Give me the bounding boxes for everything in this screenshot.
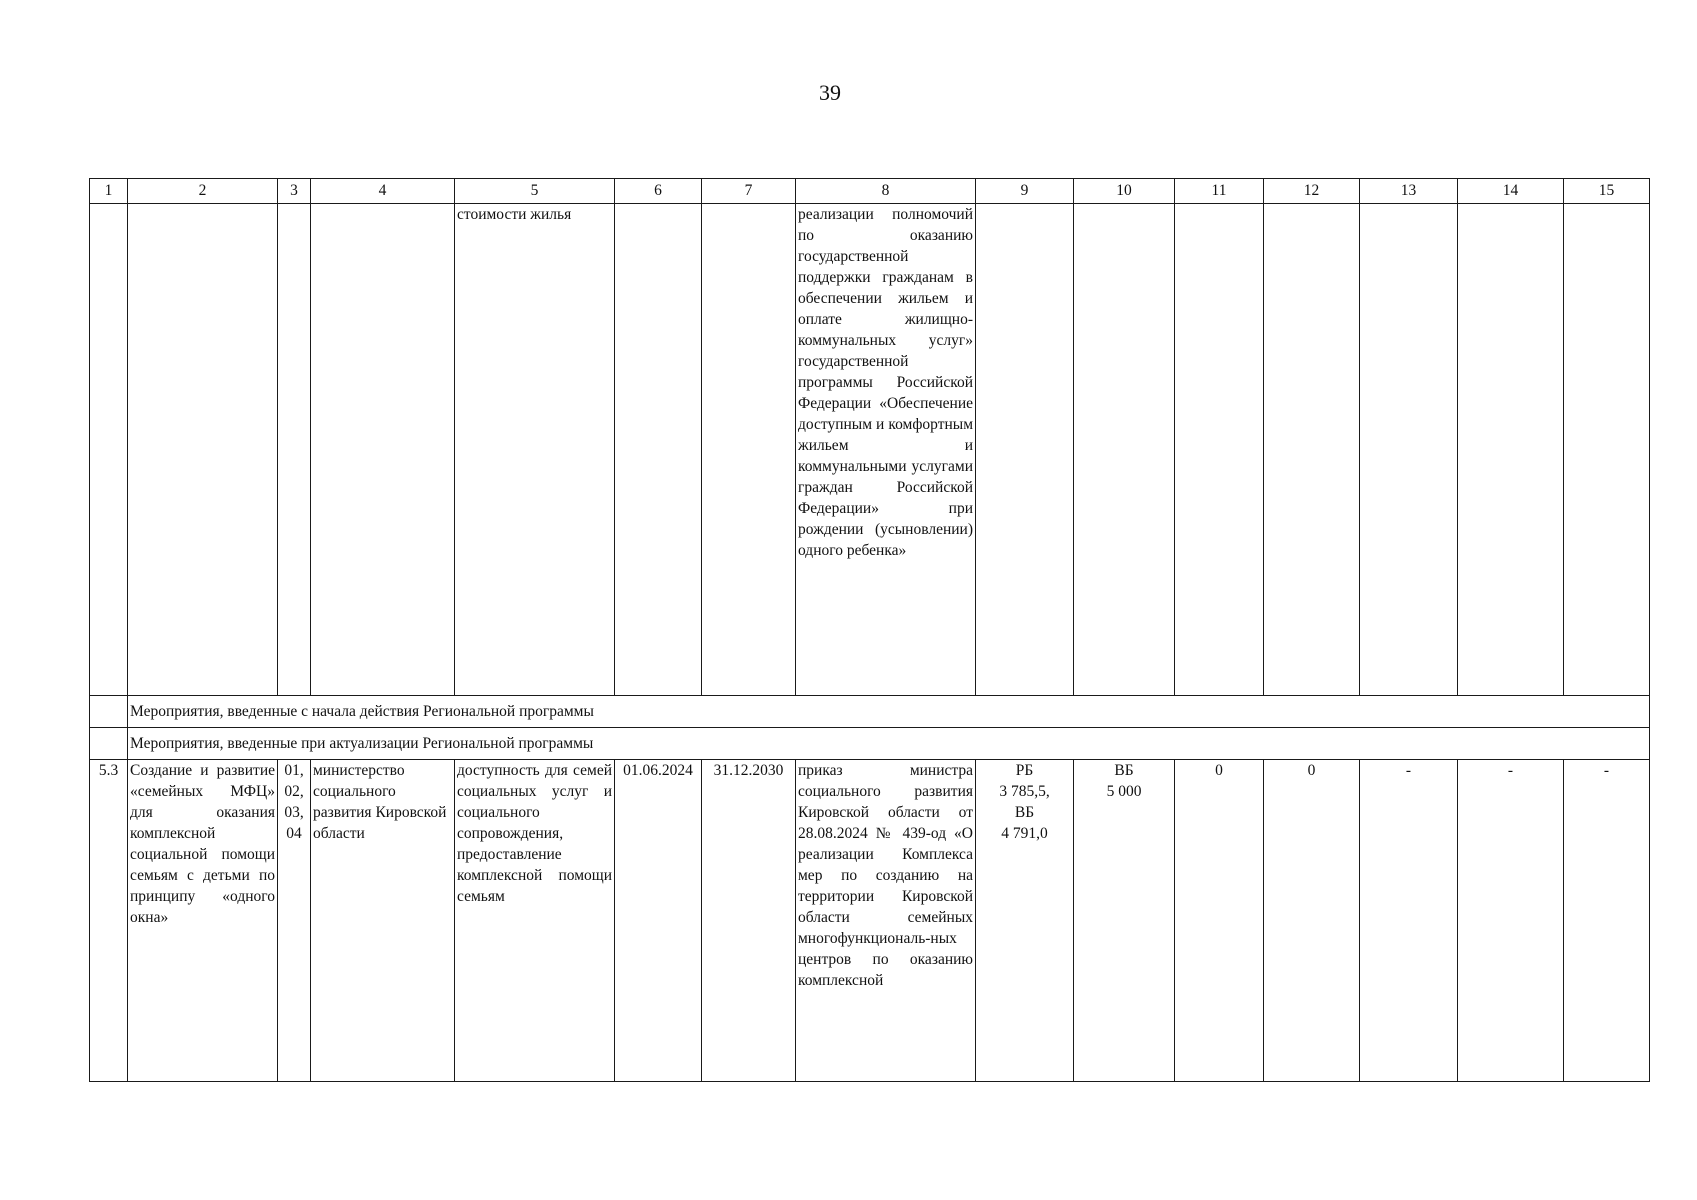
funding-line: ВБ (1114, 762, 1134, 779)
cell-value-14: - (1458, 760, 1564, 1082)
col-header: 11 (1175, 179, 1264, 204)
cell-legal-basis: приказ министра социального развития Кировской области от 28.08.2024 № 439-од «О реализации Комплекса мер по созданию на территории Кировской области семейных многофункциональ-ных центров по оказанию комплексной (796, 760, 976, 1082)
section-heading: Мероприятия, введенные при актуализации Региональной программы (128, 728, 1650, 760)
cell-empty (1564, 204, 1650, 696)
cell-value-12: 0 (1264, 760, 1360, 1082)
col-header: 3 (278, 179, 311, 204)
cell-result-continued: стоимости жилья (455, 204, 615, 696)
cell-empty (1175, 204, 1264, 696)
cell-empty (311, 204, 455, 696)
cell-value-13: - (1360, 760, 1458, 1082)
col-header: 4 (311, 179, 455, 204)
column-number-row (90, 179, 1650, 204)
cell-value-11: 0 (1175, 760, 1264, 1082)
measures-table (89, 178, 1650, 1082)
cell-funding-2 (1074, 760, 1175, 1082)
cell-empty (1264, 204, 1360, 696)
table-row-5-3 (90, 760, 1650, 1082)
cell-empty (615, 204, 702, 696)
cell-legal-basis-continued: реализации полномочий по оказанию государственной поддержки гражданам в обеспечении жильем и оплате жилищно-коммунальных услуг» государственной программы Российской Федерации «Обеспечение доступным и комфортным жильем и коммунальными услугами граждан Российской Федерации» при рождении (усыновлении) одного ребенка» (796, 204, 976, 696)
cell-executor: министерство социального развития Кировской области (311, 760, 455, 1082)
cell-empty (90, 696, 128, 728)
cell-funding-1 (976, 760, 1074, 1082)
page-number: 39 (819, 80, 841, 105)
cell-codes: 01, 02, 03, 04 (278, 760, 311, 1082)
table-row-continued (90, 204, 1650, 696)
col-header: 10 (1074, 179, 1175, 204)
cell-empty (90, 204, 128, 696)
col-header: 1 (90, 179, 128, 204)
cell-empty (1360, 204, 1458, 696)
funding-line: ВБ (1014, 804, 1035, 821)
funding-line: РБ (1015, 762, 1034, 779)
cell-empty (1458, 204, 1564, 696)
cell-value-15: - (1564, 760, 1650, 1082)
col-header: 15 (1564, 179, 1650, 204)
cell-result: доступность для семей социальных услуг и социального сопровождения, предоставление комплексной помощи семьям (455, 760, 615, 1082)
cell-empty (278, 204, 311, 696)
cell-empty (128, 204, 278, 696)
col-header: 6 (615, 179, 702, 204)
cell-start-date: 01.06.2024 (615, 760, 702, 1082)
funding-line: 5 000 (1106, 783, 1142, 800)
section-row (90, 696, 1650, 728)
col-header: 7 (702, 179, 796, 204)
funding-line: 3 785,5, (999, 783, 1050, 800)
cell-empty (90, 728, 128, 760)
cell-number: 5.3 (90, 760, 128, 1082)
section-heading: Мероприятия, введенные с начала действия Региональной программы (128, 696, 1650, 728)
col-header: 12 (1264, 179, 1360, 204)
cell-empty (702, 204, 796, 696)
section-row (90, 728, 1650, 760)
col-header: 14 (1458, 179, 1564, 204)
col-header: 5 (455, 179, 615, 204)
funding-line: 4 791,0 (1001, 825, 1048, 842)
cell-empty (1074, 204, 1175, 696)
col-header: 8 (796, 179, 976, 204)
cell-empty (976, 204, 1074, 696)
col-header: 13 (1360, 179, 1458, 204)
col-header: 9 (976, 179, 1074, 204)
cell-end-date: 31.12.2030 (702, 760, 796, 1082)
col-header: 2 (128, 179, 278, 204)
cell-measure-name: Создание и развитие «семейных МФЦ» для оказания комплексной социальной помощи семьям с детьми по принципу «одного окна» (128, 760, 278, 1082)
